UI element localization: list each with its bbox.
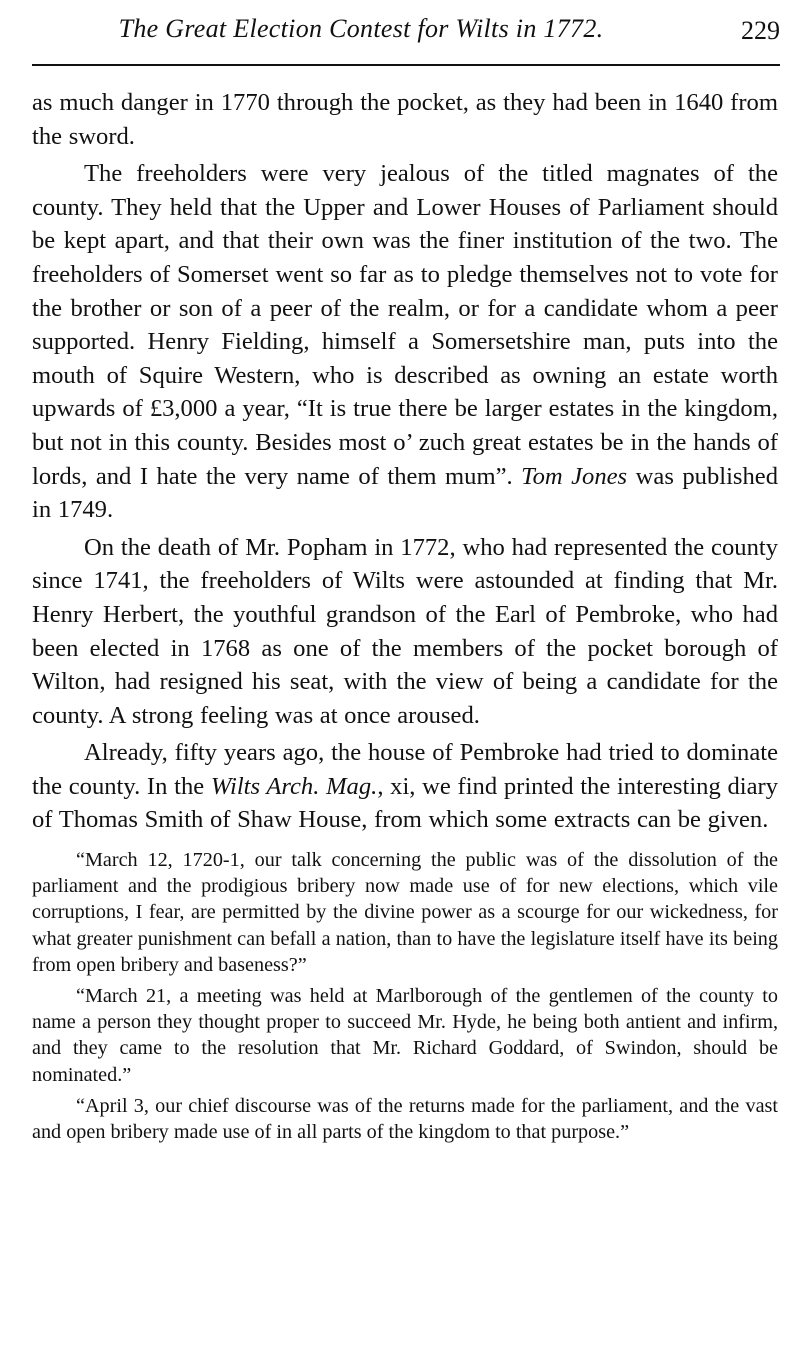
paragraph-3: On the death of Mr. Popham in 1772, who had represented the county since 1741, the freeholders of Wilts were astounded at finding that Mr. Henry Herbert, the youthful grandson of the Earl of Pembroke, who had been elected in 1768 as one of the members of the pocket borough of Wilton, had resigned his seat, with the view of being a candidate for the county. A strong feeling was at once aroused. bbox=[32, 533, 778, 729]
diary-extracts bbox=[32, 847, 778, 1145]
header-rule bbox=[32, 64, 780, 66]
journal-title: Wilts Arch. Mag. bbox=[210, 772, 378, 800]
diary-extract-1: “March 12, 1720-1, our talk concerning the public was of the dissolution of the parliament and the prodigious bribery now made use of for new elections, which vile corruptions, I fear, are permitted by the divine power as a scourge for our wickedness, for what greater punishment can befall a nation, than to have the legislature itself have its being from open bribery and baseness?” bbox=[32, 849, 778, 976]
paragraph-4: Already, fifty years ago, the house of Pembroke had tried to dominate the county. In the Wilts Arch. Mag., xi, we find printed the interesting diary of Thomas Smith of Shaw House, from which some extracts can be given. bbox=[32, 739, 778, 834]
diary-extract-2: “March 21, a meeting was held at Marlborough of the gentlemen of the county to name a person they thought proper to succeed Mr. Hyde, he being both antient and infirm, and they came to the resolution that Mr. Richard Goddard, of Swindon, should be nominated.” bbox=[32, 985, 778, 1086]
book-title-tom-jones: Tom Jones bbox=[521, 462, 628, 490]
running-head bbox=[32, 14, 780, 54]
diary-extract-3: “April 3, our chief discourse was of the returns made for the parliament, and the vast and open bribery made use of in all parts of the kingdom to that purpose.” bbox=[32, 1094, 778, 1144]
paragraph-2: The freeholders were very jealous of the titled magnates of the county. They held that the Upper and Lower Houses of Parliament should be kept apart, and that their own was the finer institution of the two. The freeholders of Somerset went so far as to pledge themselves not to vote for the brother or son of a peer of the realm, or for a candidate whom a peer supported. Henry Fielding, himself a Somersetshire man, puts into the mouth of Squire Western, who is described as owning an estate worth upwards of £3,000 a year, “It is true there be larger estates in the kingdom, but not in this county. Besides most o’ zuch great estates be in the hands of lords, and I hate the very name of them mum”. Tom Jones was published in 1749. bbox=[32, 160, 779, 524]
page-number: 229 bbox=[741, 16, 780, 45]
paragraph-1: as much danger in 1770 through the pocket, as they had been in 1640 from the sword. bbox=[32, 89, 778, 150]
running-title: The Great Election Contest for Wilts in 1772. bbox=[118, 14, 604, 43]
body-text bbox=[32, 86, 778, 1145]
